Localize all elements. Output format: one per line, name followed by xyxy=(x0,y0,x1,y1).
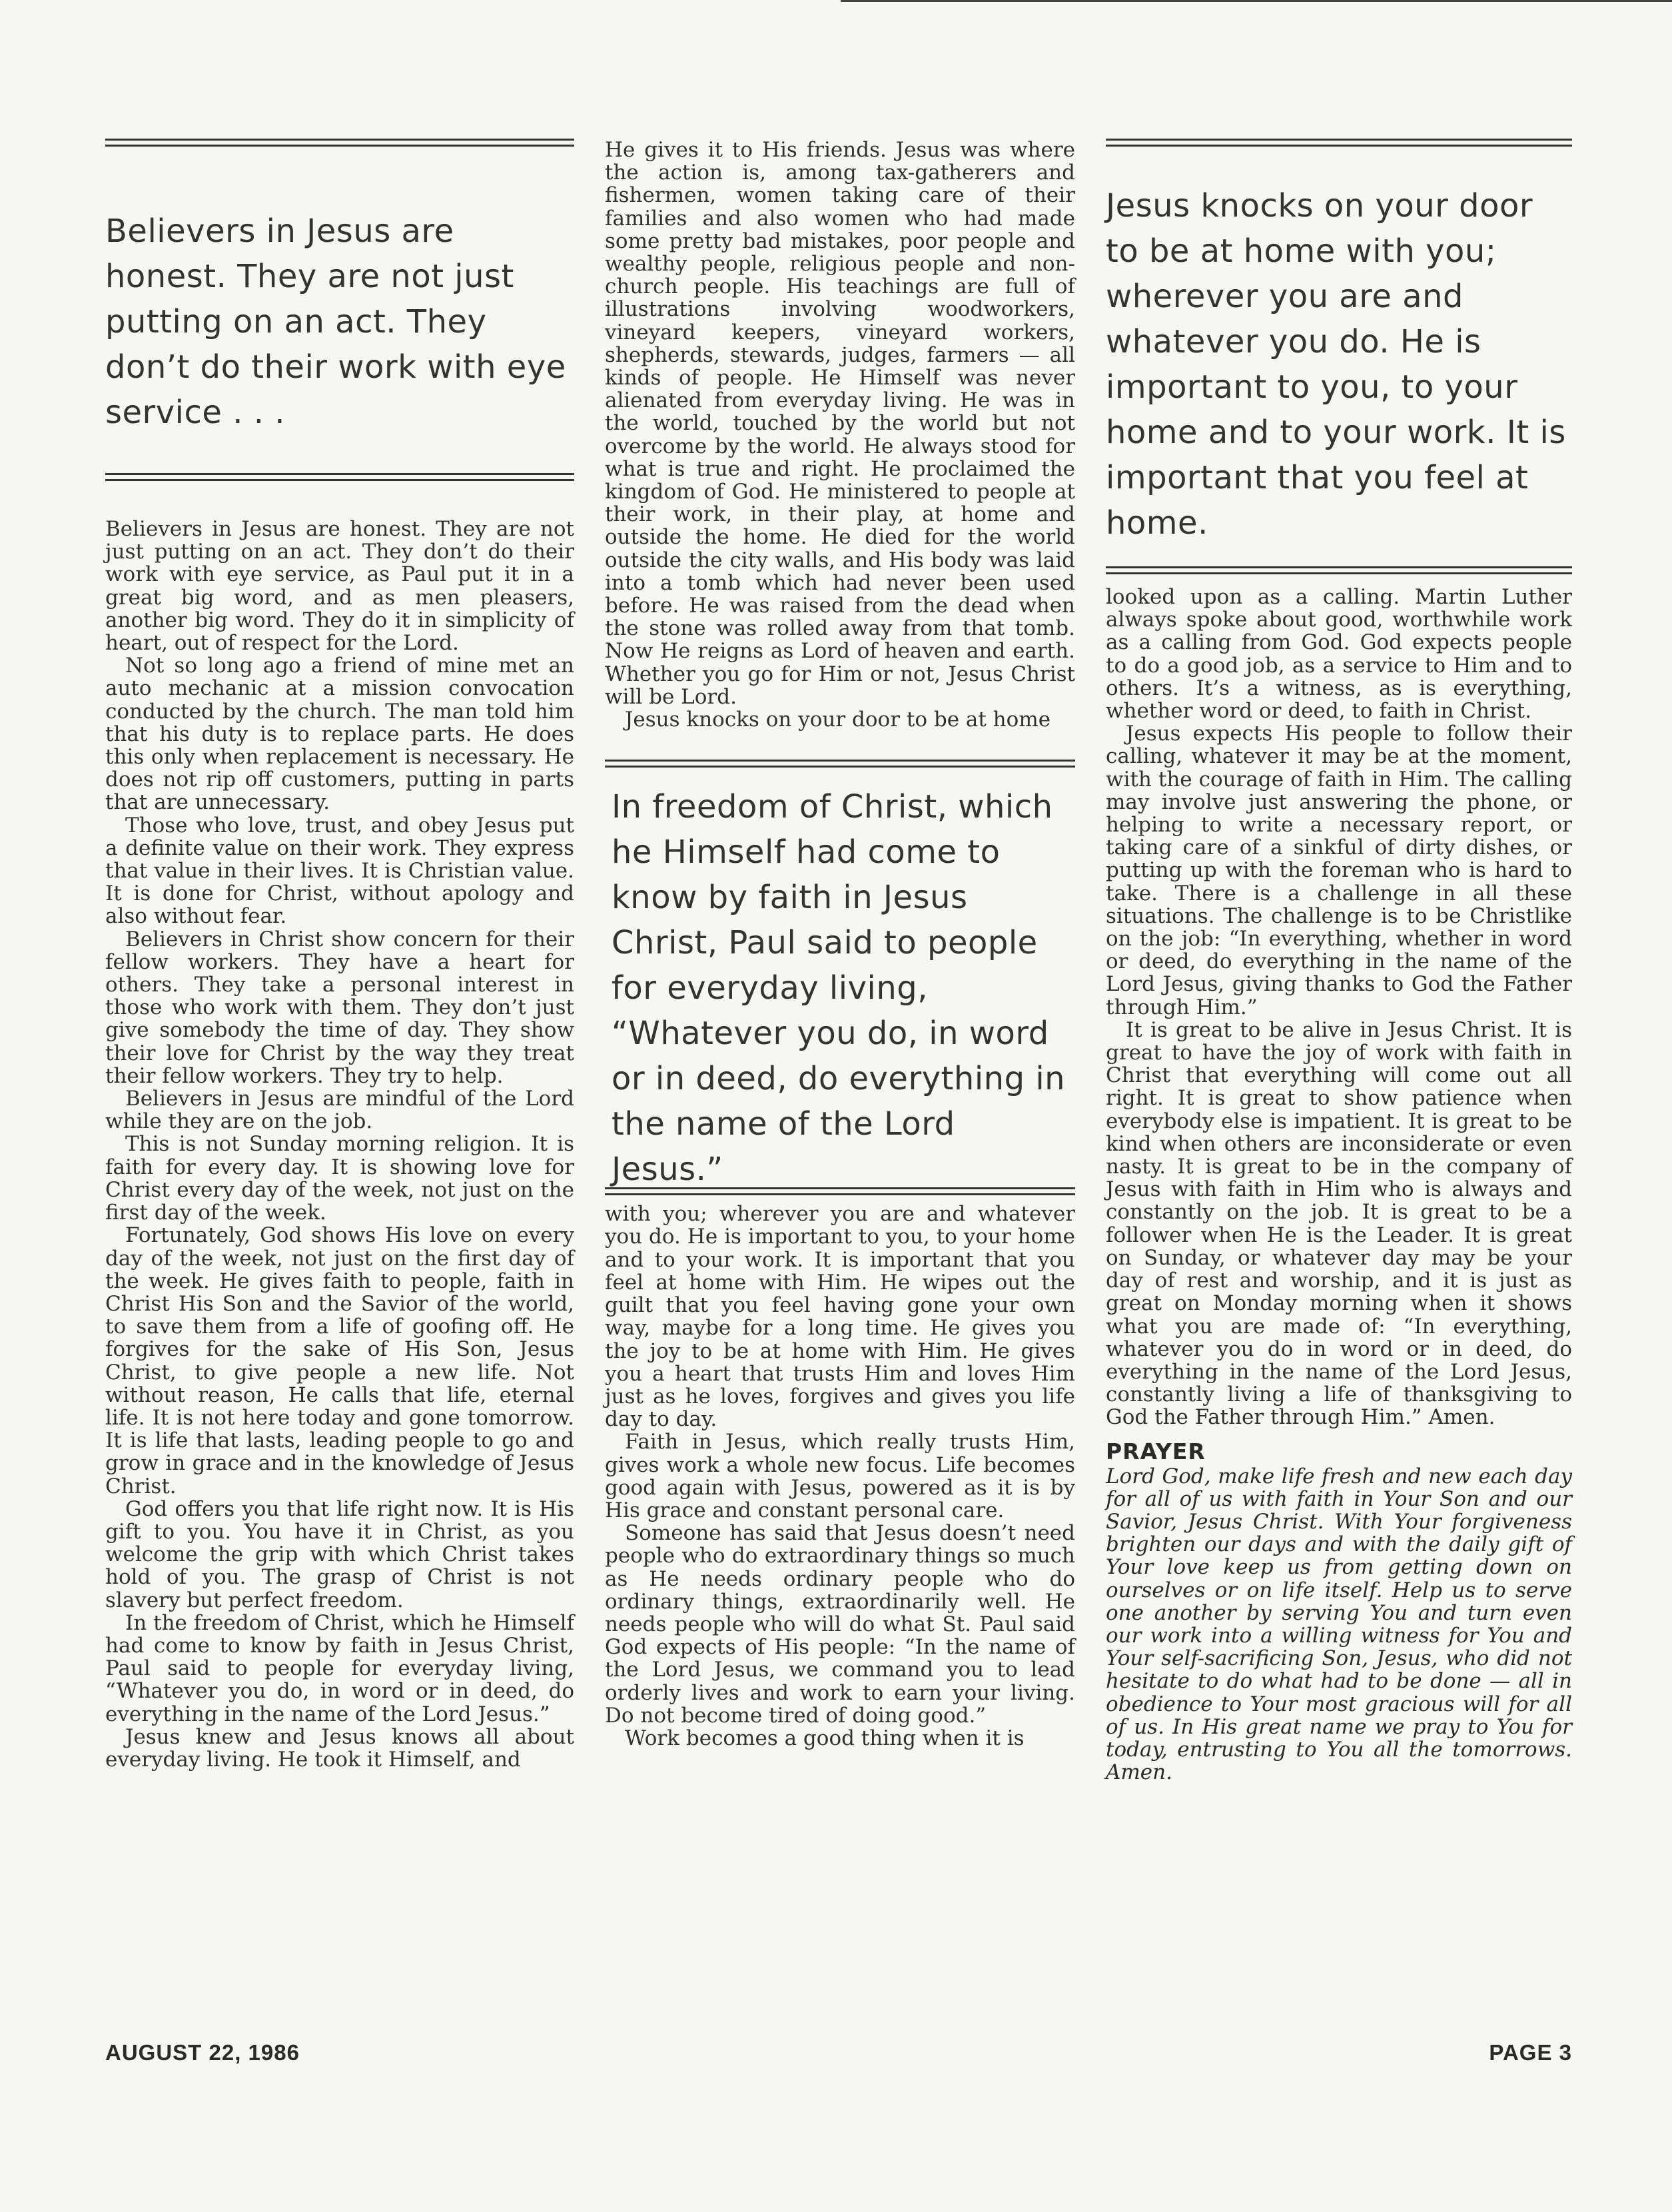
prayer-text: Lord God, make life fresh and new each day for all of us with faith in Your Son and our Savior, Jesus Christ. With Your forgiveness brighten our days and with the daily gift of Your love keep us from getting down on ourselves or on life itself. Help us to serve one another by serving You and turn even our work into a willing witness for You and Your self-sacrificing Son, Jesus, who did not hesitate to do what had to be done — all in obedience to Your most gracious will for all of us. In His great name we pray to You for today, entrusting to You all the tomorrows. Amen. xyxy=(1106,1464,1572,1785)
paragraph: Jesus expects His people to follow their calling, whatever it may be at the moment, with the courage of faith in Him. The calling may involve just answering the phone, or helping to write a necessary report, or taking care of a sinkful of dirty dishes, or putting up with the foreman who is hard to take. There is a challenge in all these situations. The challenge is to be Christlike on the job: “In everything, whether in word or deed, do everything in the name of the Lord Jesus, giving thanks to God the Father through Him.” xyxy=(1106,722,1572,1019)
article-text-col2-bottom xyxy=(605,1203,1075,1750)
paragraph: looked upon as a calling. Martin Luther always spoke about good, worthwhile work as a calling from God. God expects people to do a good job, as a service to Him and to others. It’s a witness, as is everything, whether word or deed, to faith in Christ. xyxy=(1106,585,1572,724)
pull-quote-rule xyxy=(105,137,574,150)
pull-quote-1: Believers in Jesus are honest. They are not just putting on an act. They don’t do their work with eye service . . . xyxy=(105,213,566,431)
paragraph: It is great to be alive in Jesus Christ. It is great to have the joy of work with faith in Christ that everything will come out all right. It is great to show patience when everybody else is impatient. It is great to be kind when others are inconsiderate or even nasty. It is great to be in the company of Jesus with faith in Him who is always and constantly on the job. It is great to be a follower when He is the Leader. It is great on Sunday, or whatever day may be your day of rest and worship, and it is just as great on Monday morning when it shows what you are made of: “In everything, whatever you do in word or in deed, do everything in the name of the Lord Jesus, constantly living a life of thanksgiving to God the Father through Him.” Amen. xyxy=(1106,1017,1572,1430)
paragraph: with you; wherever you are and whatever you do. He is important to you, to your home and to your work. It is important that you feel at home with Him. He wipes out the guilt that you feel having gone your own way, maybe for a long time. He gives you the joy to be at home with Him. He gives you a heart that trusts Him and loves Him just as he loves, forgives and gives you life day to day. xyxy=(605,1202,1075,1432)
paragraph: Faith in Jesus, which really trusts Him, gives work a whole new focus. Life becomes good again with Jesus, powered as it is by His grace and constant personal care. xyxy=(605,1430,1075,1522)
column-1 xyxy=(105,137,574,1771)
paragraph: Believers in Jesus are honest. They are not just putting on an act. They don’t do their work with eye service, as Paul put it in a great big word, and as men pleasers, another big word. They do it in simplicity of heart, out of respect for the Lord. xyxy=(105,517,574,656)
top-edge-line xyxy=(841,0,1672,2)
paragraph: God offers you that life right now. It is His gift to you. You have it in Christ, as you welcome the grip with which Christ takes hold of you. The grasp of Christ is not slavery but perfect freedom. xyxy=(105,1496,574,1612)
pull-quote-rule xyxy=(1106,137,1572,150)
paragraph: Those who love, trust, and obey Jesus put a definite value on their work. They express that value in their lives. It is Christian value. It is done for Christ, without apology and also without fear. xyxy=(105,813,574,929)
column-3 xyxy=(1106,137,1572,1784)
paragraph: Jesus knew and Jesus knows all about everyday living. He took it Himself, and xyxy=(105,1724,574,1772)
paragraph: Someone has said that Jesus doesn’t need people who do extraordinary things so much as He needs ordinary people who do ordinary things, extraordinarily well. He needs people who will do what St. Paul said God expects of His people: “In the name of the Lord Jesus, we command you to lead orderly lives and work to earn your living. Do not become tired of doing good.” xyxy=(605,1521,1075,1728)
pull-quote-rule xyxy=(1106,564,1572,578)
pull-quote-rule xyxy=(105,471,574,484)
paragraph: This is not Sunday morning religion. It is faith for every day. It is showing love for Christ every day of the week, not just on the first day of the week. xyxy=(105,1132,574,1225)
paragraph: He gives it to His friends. Jesus was where the action is, among tax-gatherers and fishermen, women taking care of their families and also women who had made some pretty bad mistakes, poor people and wealthy people, religious people and non-church people. His teachings are full of illustrations involving woodworkers, vineyard keepers, vineyard workers, shepherds, stewards, judges, farmers — all kinds of people. He Himself was never alienated from everyday living. He was in the world, touched by the world but not overcome by the world. He always stood for what is true and right. He proclaimed the kingdom of God. He ministered to people at their work, in their play, at home and outside the home. He died for the world outside the city walls, and His body was laid into a tomb which had never been used before. He was raised from the dead when the stone was rolled away from that tomb. Now He reigns as Lord of heaven and earth. Whether you go for Him or not, Jesus Christ will be Lord. xyxy=(605,138,1075,709)
paragraph: Believers in Jesus are mindful of the Lord while they are on the job. xyxy=(105,1087,574,1134)
pull-quote-3: Jesus knocks on your door to be at home with you; wherever you are and whatever you do. He is important to you, to your home and to your work. It is important that you feel at home. xyxy=(1106,187,1566,542)
paragraph: Work becomes a good thing when it is xyxy=(625,1726,1025,1750)
paragraph: Believers in Christ show concern for their fellow workers. They have a heart for others. They take a personal interest in those who work with them. They don’t just give somebody the time of day. They show their love for Christ by the way they treat their fellow workers. They try to help. xyxy=(105,927,574,1088)
prayer-heading: PRAYER xyxy=(1106,1438,1206,1464)
pull-quote-rule xyxy=(605,1185,1075,1199)
page-number: PAGE 3 xyxy=(1489,2040,1572,2065)
pull-quote-2: In freedom of Christ, which he Himself had come to know by faith in Jesus Christ, Paul said to people for everyday living, “Whatever you do, in word or in deed, do everything in the name of the Lord Jesus.” xyxy=(612,788,1066,1189)
paragraph: Jesus knocks on your door to be at home xyxy=(625,708,1051,732)
article-text-col3 xyxy=(1106,586,1572,1429)
article-text-col2-top xyxy=(605,139,1075,731)
pull-quote-rule xyxy=(605,758,1075,771)
issue-date: AUGUST 22, 1986 xyxy=(105,2040,300,2065)
paragraph: Fortunately, God shows His love on every day of the week, not just on the first day of the week. He gives faith to people, faith in Christ His Son and the Savior of the world, to save them from a life of goofing off. He forgives for the sake of His Son, Jesus Christ, to give people a new life. Not without reason, He calls that life, eternal life. It is not here today and gone tomorrow. It is life that lasts, leading people to go and grow in grace and in the knowledge of Jesus Christ. xyxy=(105,1223,574,1498)
paragraph: Not so long ago a friend of mine met an auto mechanic at a mission convocation conducted by the church. The man told him that his duty is to replace parts. He does this only when replacement is necessary. He does not rip off customers, putting in parts that are unnecessary. xyxy=(105,654,574,815)
paragraph: In the freedom of Christ, which he Himself had come to know by faith in Jesus Christ, Paul said to people for everyday living, “Whatever you do, in word or in deed, do everything in the name of the Lord Jesus.” xyxy=(105,1610,574,1726)
column-2 xyxy=(605,139,1075,1750)
article-text-col1 xyxy=(105,518,574,1771)
